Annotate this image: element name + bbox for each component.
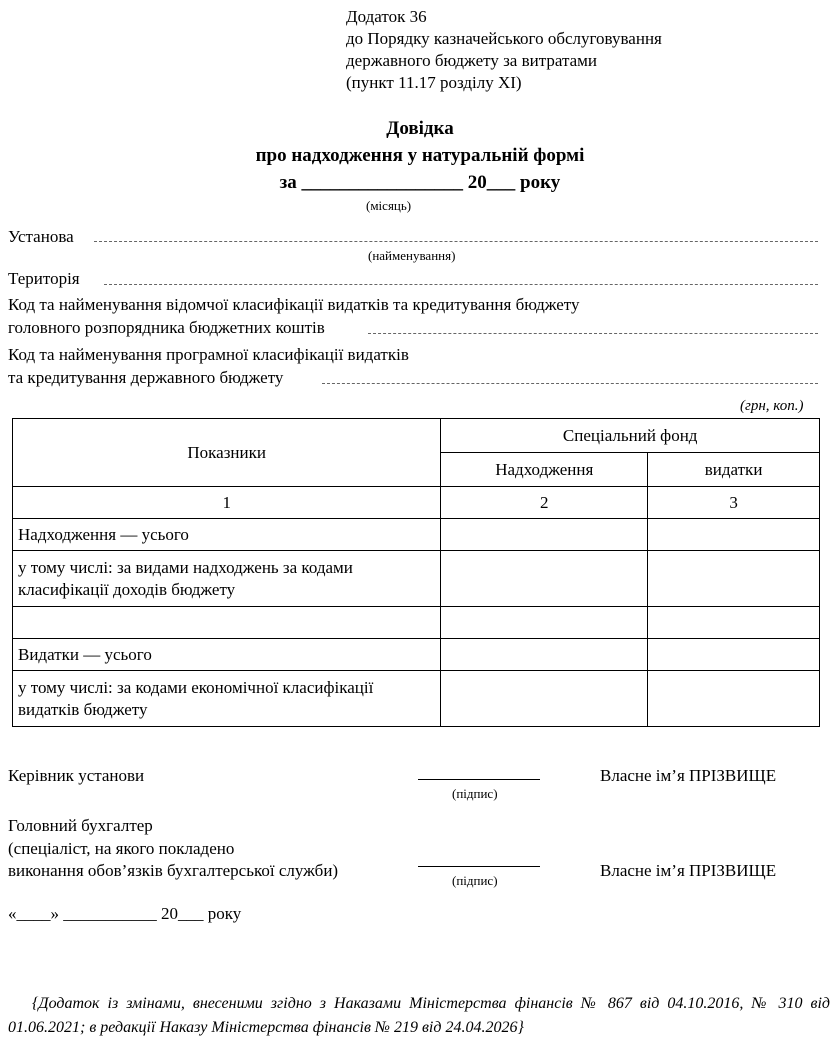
program-classification-label-2: та кредитування державного бюджету bbox=[8, 368, 284, 387]
accountant-signature-line[interactable] bbox=[418, 866, 540, 867]
territory-label: Територія bbox=[8, 269, 80, 288]
revenue-cell[interactable] bbox=[441, 671, 648, 727]
header-indicators: Показники bbox=[13, 419, 441, 487]
document-title: Довідка bbox=[386, 118, 454, 139]
expenses-cell[interactable] bbox=[648, 519, 820, 551]
revenue-cell[interactable] bbox=[441, 639, 648, 671]
column-number: 2 bbox=[441, 487, 648, 519]
revenue-cell[interactable] bbox=[441, 519, 648, 551]
dept-classification-field[interactable] bbox=[368, 333, 818, 334]
expenses-cell[interactable] bbox=[648, 671, 820, 727]
name-caption: (найменування) bbox=[368, 248, 456, 263]
accountant-name: Власне ім’я ПРІЗВИЩЕ bbox=[600, 861, 777, 880]
revenue-cell[interactable] bbox=[441, 607, 648, 639]
dept-classification-label-2: головного розпорядника бюджетних коштів bbox=[8, 318, 325, 337]
institution-label: Установа bbox=[8, 227, 74, 246]
annex-reference bbox=[346, 6, 662, 94]
head-label: Керівник установи bbox=[8, 766, 145, 785]
unit-note: (грн, коп.) bbox=[740, 398, 804, 414]
accountant-note-2: виконання обов’язків бухгалтерської служби) bbox=[8, 861, 339, 880]
header-expenses: видатки bbox=[648, 453, 820, 487]
annex-line: державного бюджету за витратами bbox=[346, 51, 597, 70]
row-label: у тому числі: за видами надходжень за кодами класифікації доходів бюджету bbox=[13, 551, 441, 607]
revenue-cell[interactable] bbox=[441, 551, 648, 607]
row-label: у тому числі: за кодами економічної класифікації видатків бюджету bbox=[13, 671, 441, 727]
column-number: 3 bbox=[648, 487, 820, 519]
signature-caption: (підпис) bbox=[452, 873, 498, 888]
indicators-table bbox=[12, 418, 820, 727]
expenses-cell[interactable] bbox=[648, 551, 820, 607]
date-line[interactable]: «____» ___________ 20___ року bbox=[8, 904, 242, 923]
territory-field[interactable] bbox=[104, 284, 818, 285]
table-row bbox=[13, 519, 820, 551]
annex-clause: (пункт 11.17 розділу XI) bbox=[346, 73, 522, 92]
accountant-note: (спеціаліст, на якого покладено bbox=[8, 839, 235, 858]
row-label: Надходження — усього bbox=[13, 519, 441, 551]
table-row bbox=[13, 639, 820, 671]
month-caption: (місяць) bbox=[366, 198, 412, 213]
table-row bbox=[13, 607, 820, 639]
head-signature-line[interactable] bbox=[418, 779, 540, 780]
table-row bbox=[13, 551, 820, 607]
column-number: 1 bbox=[13, 487, 441, 519]
row-label bbox=[13, 607, 441, 639]
annex-number: Додаток 36 bbox=[346, 7, 427, 26]
row-label: Видатки — усього bbox=[13, 639, 441, 671]
program-classification-field[interactable] bbox=[322, 383, 818, 384]
accountant-label: Головний бухгалтер bbox=[8, 816, 153, 835]
amendment-footnote: {Додаток із змінами, внесеними згідно з Наказами Міністерства фінансів № 867 від 04.10.2016, № 310 від 01.06.2021; в редакції Наказу Міністерства фінансів № 219 від 24.04.2026} bbox=[8, 995, 830, 1036]
period-line: за _________________ 20___ року bbox=[279, 172, 561, 193]
document-subtitle: про надходження у натуральній формі bbox=[255, 145, 585, 166]
expenses-cell[interactable] bbox=[648, 607, 820, 639]
header-revenue: Надходження bbox=[441, 453, 648, 487]
annex-line: до Порядку казначейського обслуговування bbox=[346, 29, 662, 48]
head-name: Власне ім’я ПРІЗВИЩЕ bbox=[600, 766, 777, 785]
dept-classification-label: Код та найменування відомчої класифікації видатків та кредитування бюджету bbox=[8, 295, 580, 314]
table-row bbox=[13, 671, 820, 727]
expenses-cell[interactable] bbox=[648, 639, 820, 671]
institution-field[interactable] bbox=[94, 241, 818, 242]
header-special-fund: Спеціальний фонд bbox=[441, 419, 820, 453]
signature-caption: (підпис) bbox=[452, 786, 498, 801]
program-classification-label: Код та найменування програмної класифікації видатків bbox=[8, 345, 409, 364]
